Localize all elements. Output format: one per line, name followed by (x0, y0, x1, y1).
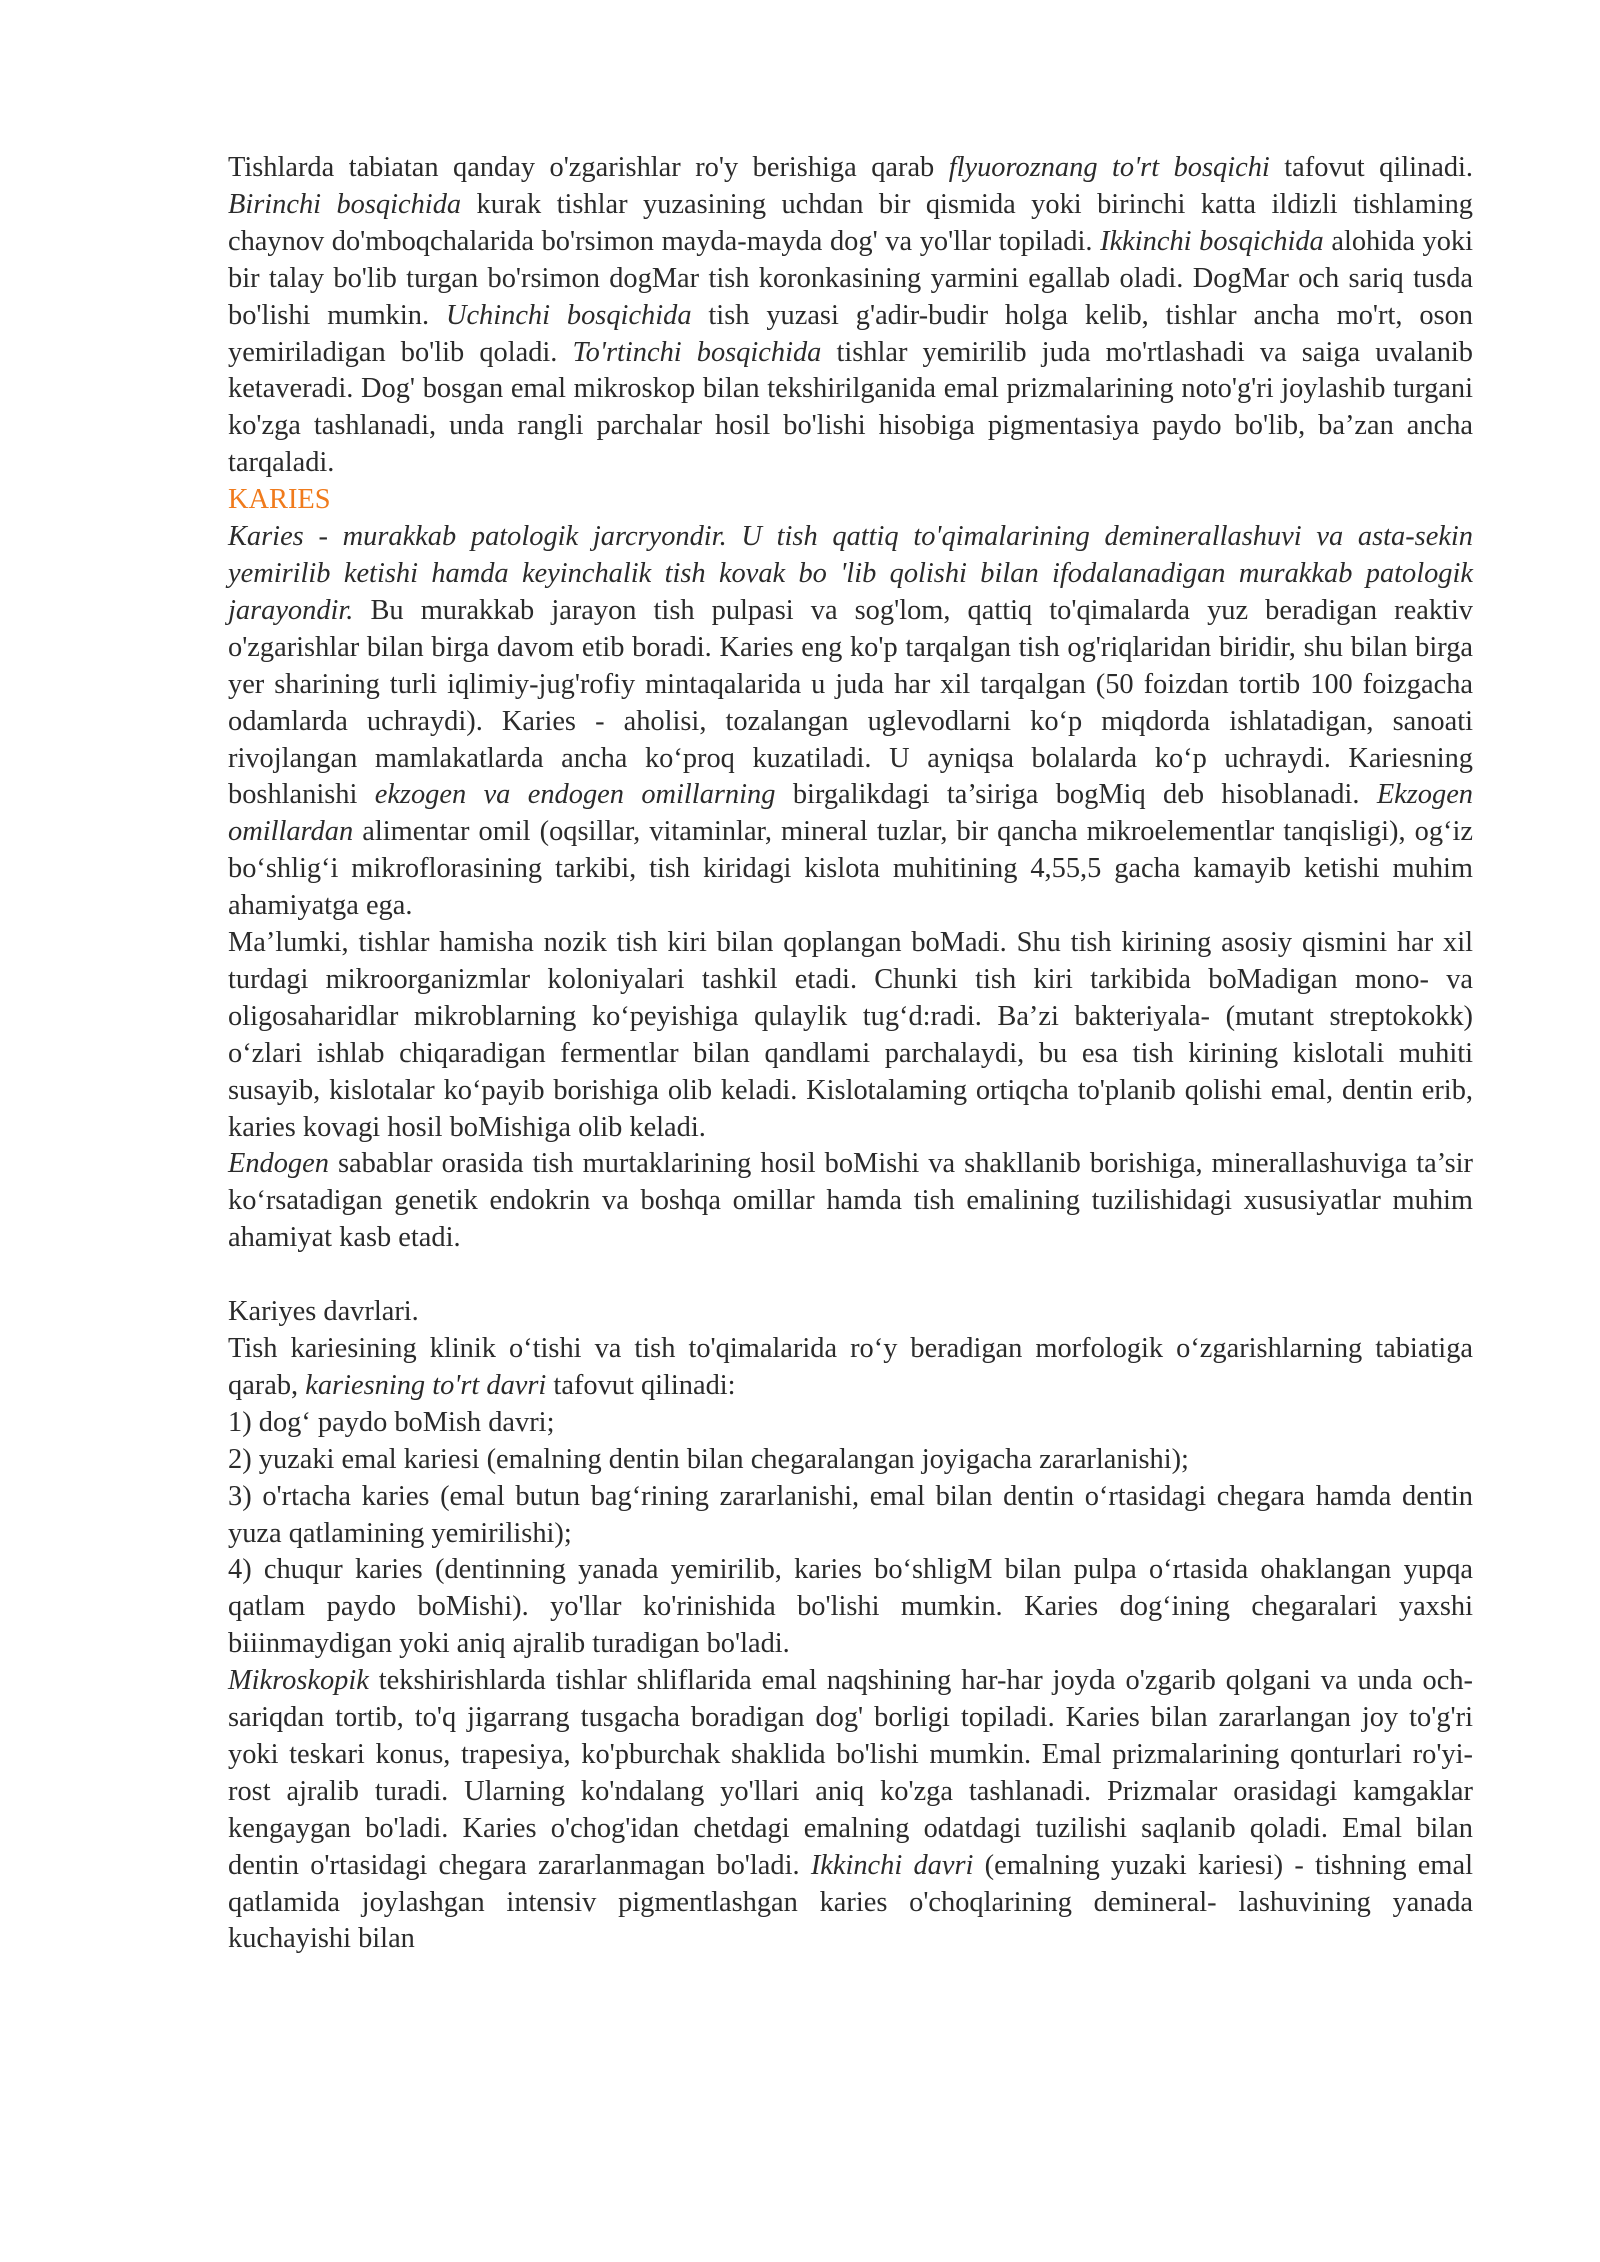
text-run: tishlar yemirilib juda mo'rtlashadi va saiga uvalanib ketaveradi. Dog' bosgan emal mikroskop bilan tekshirilganida emal prizmalarining noto'g'ri joylashib turgani ko'zga tashlanadi, unda rangli parchalar hosil bo'lishi hisobiga pigmentasiya paydo bo'lib, ba’zan ancha tarqaladi. (228, 336, 1473, 479)
document-page (228, 150, 1473, 1958)
text-run: alohida yoki bir talay bo'lib turgan bo'rsimon dogMar tish koronkasining yarmini egallab oladi. DogMar och sariq tusda bo'lishi mumkin. (228, 225, 1474, 331)
italic-text-run: Karies - murakkab patologik jarcryondir. U tish qattiq to'qimalarining deminerallashuvi va asta-sekin yemirilib ketishi hamda keyinchalik tish kovak bo 'lib qolishi bilan ifodalanadigan murakkab patologik jarayondir. (228, 521, 1473, 626)
text-run: tish yuzasi g'adir-budir holga kelib, tishlar ancha mo'rt, oson yemiriladigan bo'lib qoladi. (228, 299, 1473, 368)
heading-karies-periods: Kariyes davrlari. (228, 1296, 419, 1328)
italic-text-run: Ikkinchi davri (810, 1849, 974, 1881)
italic-text-run: To'rtinchi bosqichida (572, 336, 822, 368)
paragraph-microscopic (228, 1663, 1473, 1958)
text-run: birgalikdagi ta’siriga bogMiq deb hisoblanadi. (775, 779, 1377, 811)
text-run: Tish kariesining klinik o‘tishi va tish to'qimalarida ro‘y beradigan morfologik o‘zgarishlarning tabiatiga qarab, (228, 1332, 1473, 1401)
text-run: alimentar omil (oqsillar, vitaminlar, mineral tuzlar, bir qancha mikroelementlar tanqisligi), og‘iz bo‘shlig‘i mikroflorasining tarkibi, tish kiridagi kislota muhitining 4,55,5 gacha kamayib ketishi muhim ahamiyatga ega. (228, 816, 1473, 922)
list-item-period-2: 2) yuzaki emal kariesi (emalning dentin bilan chegaralangan joyigacha zararlanishi); (228, 1443, 1189, 1475)
list-item-period-3: 3) o'rtacha karies (emal butun bag‘rining zararlanishi, emal bilan dentin o‘rtasidagi chegara hamda dentin yuza qatlamining yemirilishi); (228, 1480, 1473, 1549)
heading-karies: KARIES (228, 484, 331, 516)
list-item-period-1: 1) dog‘ paydo boMish davri; (228, 1406, 555, 1438)
italic-text-run: kariesning to'rt davri (305, 1369, 547, 1401)
text-run: sabablar orasida tish murtaklarining hosil boMishi va shakllanib borishiga, minerallashuviga ta’sir ko‘rsatadigan genetik endokrin va boshqa omillar hamda tish emalining tuzilishidagi xususiyatlar muhim ahamiyat kasb etadi. (228, 1148, 1473, 1254)
italic-text-run: Birinchi bosqichida (228, 188, 462, 220)
paragraph-endogen-causes (228, 1146, 1473, 1257)
italic-text-run: Ikkinchi bosqichida (1100, 225, 1324, 257)
text-run: Ma’lumki, tishlar hamisha nozik tish kiri bilan qoplangan boMadi. Shu tish kirining asosiy qismini har xil turdagi mikroorganizmlar koloniyalari tashkil etadi. Chunki tish kiri tarkibida boMadigan mono- va oligosaharidlar mikroblarning ko‘peyishiga qulaylik tug‘d:radi. Ba’zi bakteriyala- (mutant streptokokk) o‘zlari ishlab chiqaradigan fermentlar bilan qandlami parchalaydi, bu esa tish kirining kislotali muhiti susayib, kislotalar ko‘payib borishiga olib keladi. Kislotalaming ortiqcha to'planib qolishi emal, dentin erib, karies kovagi hosil boMishiga olib keladi. (228, 927, 1473, 1143)
italic-text-run: flyuoroznang to'rt bosqichi (948, 152, 1270, 183)
paragraph-fluorosis-stages (228, 150, 1473, 482)
blank-line (228, 1257, 1473, 1294)
text-run: tafovut qilinadi: (546, 1369, 736, 1401)
text-run: tekshirishlarda tishlar shliflarida emal naqshining har-har joyda o'zgarib qolgani va unda och-sariqdan tortib, to'q jigarrang tusgacha boradigan dog' borligi topiladi. Karies bilan zararlangan joy to'g'ri yoki teskari konus, trapesiya, ko'pburchak shaklida bo'lishi mumkin. Emal prizmalarining qonturlari ro'yi-rost ajralib turadi. Ularning ko'ndalang yo'llari aniq ko'zga tashlanadi. Prizmalar orasidagi kamgaklar kengaygan bo'ladi. Karies o'chog'idan chetdagi emalning odatdagi tuzilishi saqlanib qoladi. Emal bilan dentin o'rtasidagi chegara zararlanmagan bo'ladi. (228, 1665, 1473, 1881)
italic-text-run: Uchinchi bosqichida (445, 299, 692, 331)
text-run: (emalning yuzaki kariesi) - tishning emal qatlamida joylashgan intensiv pigmentlashgan karies o'choqlarining demineral- lashuvining yanada kuchayishi bilan (228, 1849, 1473, 1955)
text-run: tafovut qilinadi. (1269, 152, 1473, 183)
paragraph-periods-intro (228, 1331, 1473, 1405)
text-run: kurak tishlar yuzasining uchdan bir qismida yoki birinchi katta ildizli tishlaming chaynov do'mboqchalarida bo'rsimon mayda-mayda dog' va yo'llar topiladi. (228, 188, 1473, 257)
italic-text-run: Mikroskopik (228, 1665, 369, 1697)
italic-text-run: ekzogen va endogen omillarning (374, 779, 776, 811)
paragraph-karies-definition (228, 519, 1473, 925)
text-run: Bu murakkab jarayon tish pulpasi va sog'lom, qattiq to'qimalarda yuz beradigan reaktiv o'zgarishlar bilan birga davom etib boradi. Karies eng ko'p tarqalgan tish og'riqlaridan biridir, shu bilan birga yer sharining turli iqlimiy-jug'rofiy mintaqalarida u juda har xil tarqalgan (50 foizdan tortib 100 foizgacha odamlarda uchraydi). Karies - aholisi, tozalangan uglevodlarni ko‘p miqdorda ishlatadigan, sanoati rivojlangan mamlakatlarda ancha ko‘proq kuzatiladi. U ayniqsa bolalarda ko‘p uchraydi. Kariesning boshlanishi (228, 594, 1473, 811)
list-item-period-4: 4) chuqur karies (dentinning yanada yemirilib, karies bo‘shligM bilan pulpa o‘rtasida ohaklangan yupqa qatlam paydo boMishi). yo'llar ko'rinishida bo'lishi mumkin. Karies dog‘ining chegaralari yaxshi biiinmaydigan yoki aniq ajralib turadigan bo'ladi. (228, 1554, 1473, 1660)
text-run: Tishlarda tabiatan qanday o'zgarishlar ro'y berishiga qarab (228, 152, 949, 183)
italic-text-run: Ekzogen omillardan (228, 779, 1473, 848)
italic-text-run: Endogen (228, 1148, 329, 1180)
paragraph-dental-plaque (228, 925, 1473, 1146)
